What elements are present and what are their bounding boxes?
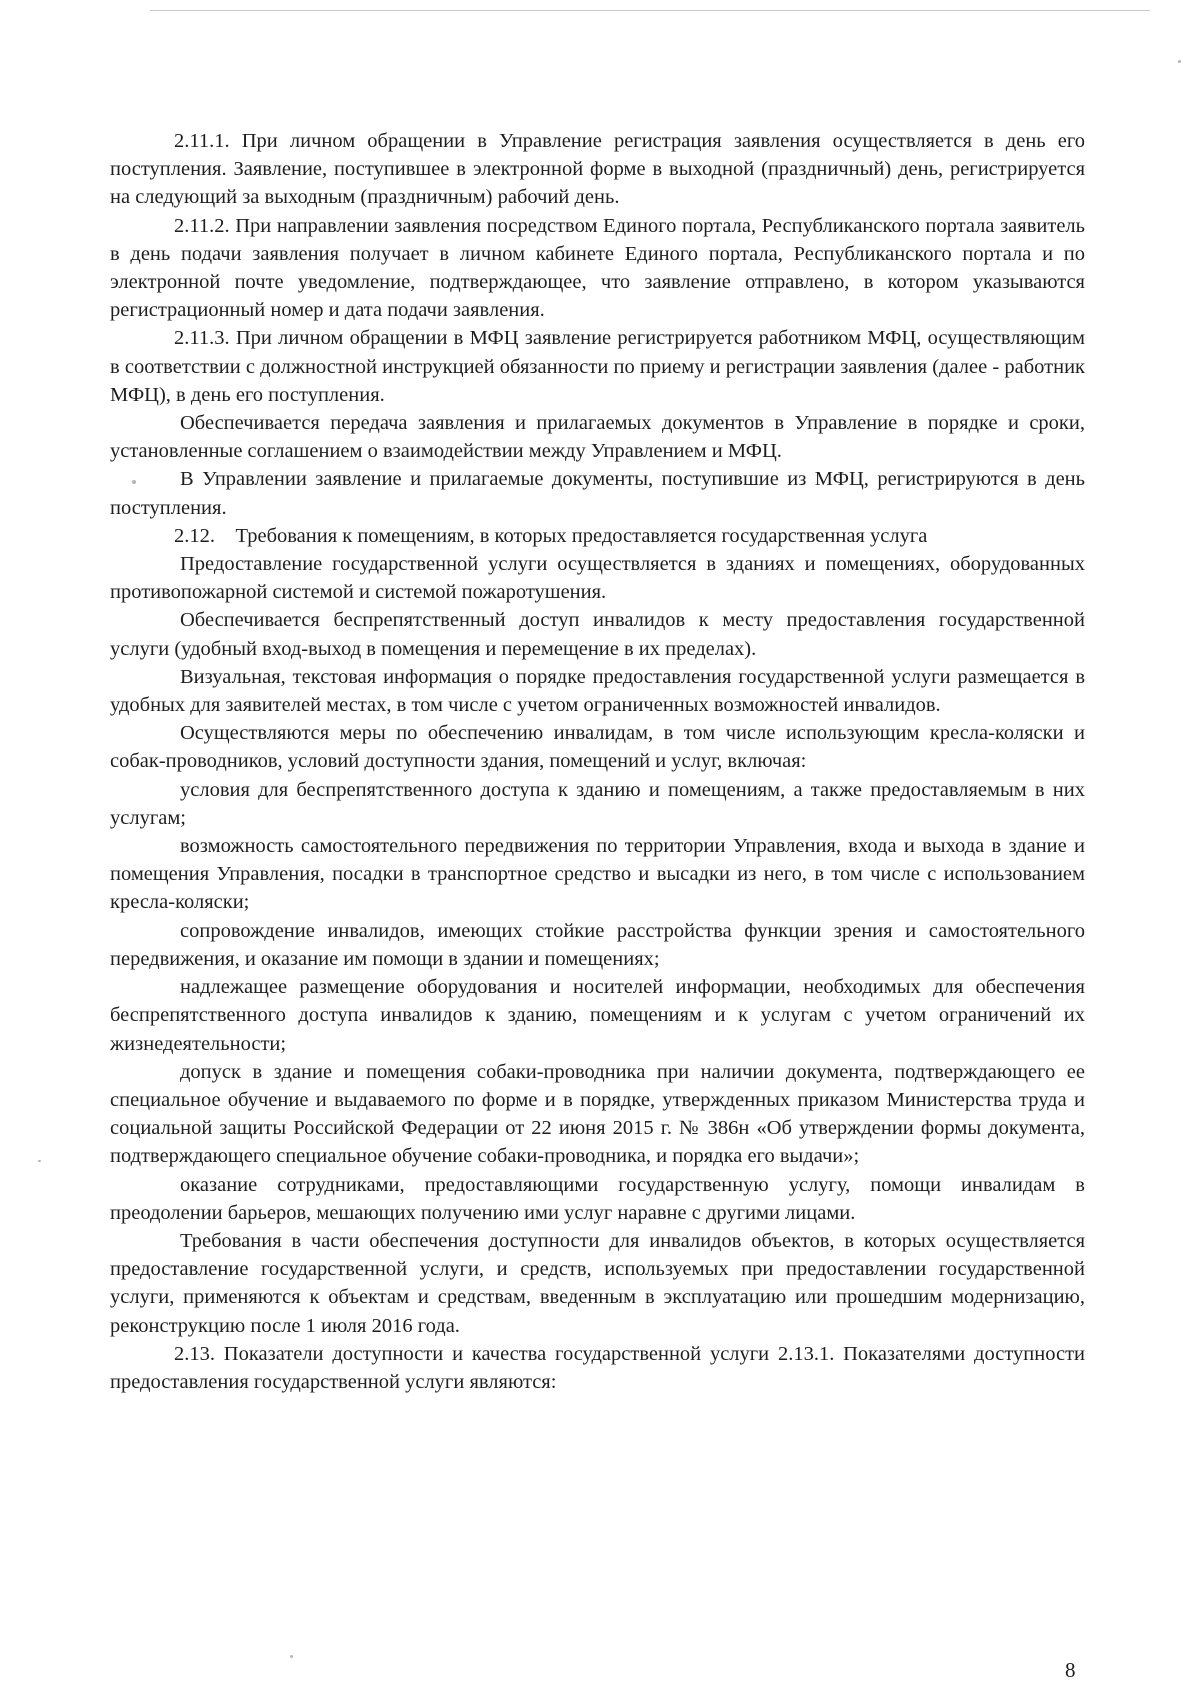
paragraph-requirements: Требования в части обеспечения доступности для инвалидов объектов, в которых осуществляется предоставление государственной услуги, и средств, используемых при предоставлении государственной услуги, применяются к объектам и средствам, введенным в эксплуатацию или прошедшим модернизацию, реконструкцию после 1 июля 2016 года. bbox=[110, 1229, 1085, 1337]
paragraph-registration: В Управлении заявление и прилагаемые документы, поступившие из МФЦ, регистрируются в день поступления. bbox=[110, 468, 1085, 519]
paragraph-2-11-2: 2.11.2. При направлении заявления посредством Единого портала, Республиканского портала заявитель в день подачи заявления получает в личном кабинете Единого портала, Республиканского портала и по электронной почте уведомление, подтверждающее, что заявление отправлено, в котором указываются регистрационный номер и дата подачи заявления. bbox=[110, 214, 1085, 322]
paragraph-mfc-transfer: Обеспечивается передача заявления и прилагаемых документов в Управление в порядке и сроки, установленные соглашением о взаимодействии между Управлением и МФЦ. bbox=[110, 412, 1085, 463]
section-heading-2-12: 2.12. Требования к помещениям, в которых предоставляется государственная услуга bbox=[174, 524, 928, 547]
paragraph-access: Обеспечивается беспрепятственный доступ инвалидов к месту предоставления государственной услуги (удобный вход-выход в помещения и перемещение в их пределах). bbox=[110, 609, 1085, 660]
scan-speck bbox=[132, 480, 136, 484]
section-heading-2-13: 2.13. Показатели доступности и качества государственной услуги 2.13.1. Показателями доступности предоставления государственной услуги являются: bbox=[110, 1342, 1085, 1393]
list-item-equipment: надлежащее размещение оборудования и носителей информации, необходимых для обеспечения беспрепятственного доступа инвалидов к зданию, помещениям и к услугам с учетом ограничений их жизнедеятельности; bbox=[110, 976, 1085, 1055]
paragraph-measures: Осуществляются меры по обеспечению инвалидам, в том числе использующим кресла-коляски и собак-проводников, условий доступности здания, помещений и услуг, включая: bbox=[110, 722, 1085, 773]
document-body bbox=[110, 127, 1085, 1396]
list-item-escort: сопровождение инвалидов, имеющих стойкие расстройства функции зрения и самостоятельного передвижения, и оказание им помощи в здании и помещениях; bbox=[110, 919, 1085, 970]
list-item-guide-dog: допуск в здание и помещения собаки-проводника при наличии документа, подтверждающего ее специальное обучение и выдаваемого по форме и в порядке, утвержденных приказом Министерства труда и социальной защиты Российской Федерации от 22 июня 2015 г. № 386н «Об утверждении формы документа, подтверждающего специальное обучение собаки-проводника, и порядка его выдачи»; bbox=[110, 1060, 1085, 1168]
list-item-staff-help: оказание сотрудниками, предоставляющими государственную услугу, помощи инвалидам в преодолении барьеров, мешающих получению ими услуг наравне с другими лицами. bbox=[110, 1173, 1085, 1224]
paragraph-2-11-3: 2.11.3. При личном обращении в МФЦ заявление регистрируется работником МФЦ, осуществляющим в соответствии с должностной инструкцией обязанности по приему и регистрации заявления (далее - работник МФЦ), в день его поступления. bbox=[110, 327, 1085, 406]
scan-speck bbox=[290, 1655, 293, 1658]
page-number: 8 bbox=[1065, 1658, 1076, 1682]
list-item-conditions: условия для беспрепятственного доступа к зданию и помещениям, а также предоставляемым в них услугам; bbox=[110, 778, 1085, 829]
scan-speck bbox=[38, 1160, 41, 1162]
paragraph-fire-safety: Предоставление государственной услуги осуществляется в зданиях и помещениях, оборудованных противопожарной системой и системой пожаротушения. bbox=[110, 553, 1085, 604]
paragraph-visual-info: Визуальная, текстовая информация о порядке предоставления государственной услуги размещается в удобных для заявителей местах, в том числе с учетом ограниченных возможностей инвалидов. bbox=[110, 665, 1085, 717]
list-item-movement: возможность самостоятельного передвижения по территории Управления, входа и выхода в здание и помещения Управления, посадки в транспортное средство и высадки из него, в том числе с использованием кресла-коляски; bbox=[110, 835, 1085, 914]
scan-speck bbox=[1178, 60, 1181, 63]
scan-edge-line bbox=[150, 10, 1150, 11]
paragraph-2-11-1: 2.11.1. При личном обращении в Управление регистрация заявления осуществляется в день его поступления. Заявление, поступившее в электронной форме в выходной (праздничный) день, регистрируется на следующий за выходным (праздничным) рабочий день. bbox=[110, 130, 1085, 209]
